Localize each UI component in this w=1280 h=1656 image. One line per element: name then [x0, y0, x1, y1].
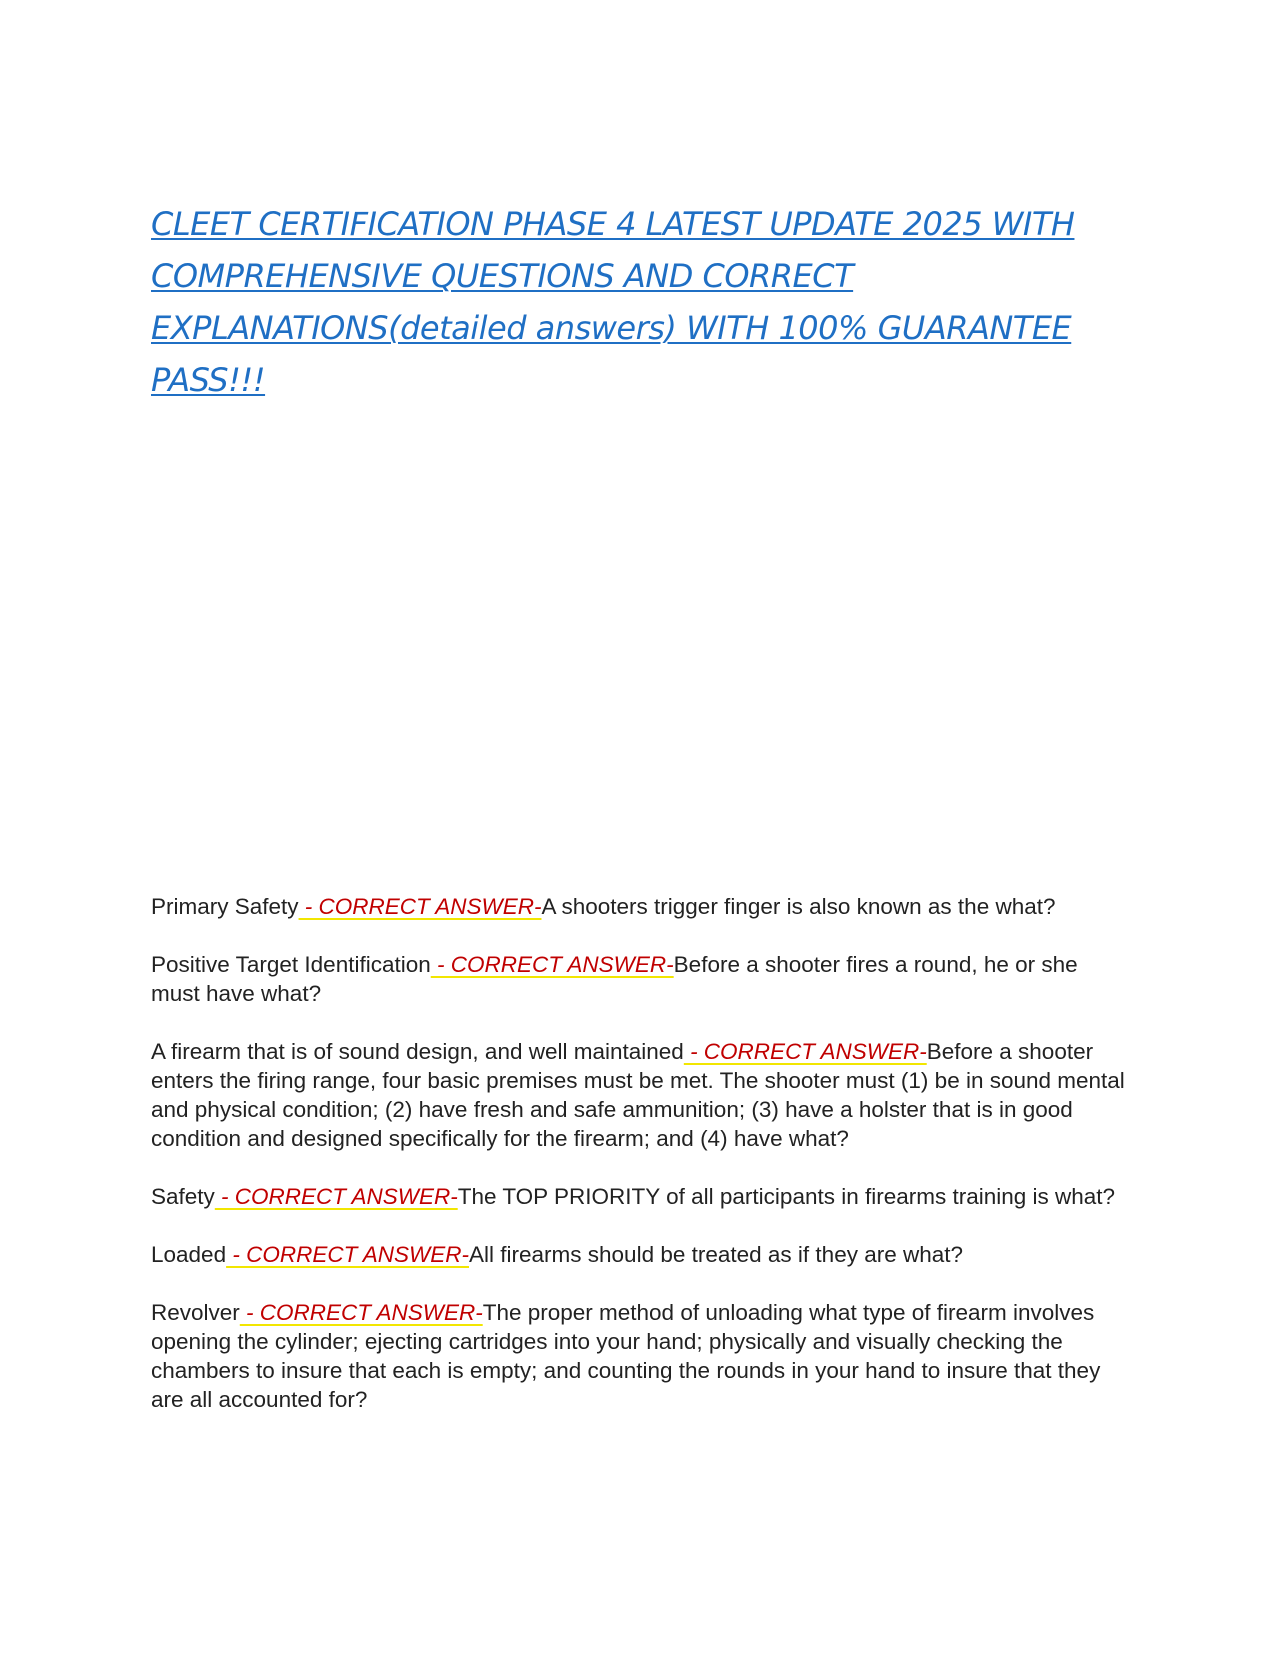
correct-answer-marker: - CORRECT ANSWER-: [214, 1184, 458, 1209]
correct-answer-marker: - CORRECT ANSWER-: [430, 952, 674, 977]
document-title-text: CLEET CERTIFICATION PHASE 4 LATEST UPDATE 2025 WITH COMPREHENSIVE QUESTIONS AND CORRECT EXPLANATIONS(detailed answers) WITH 100% GUARANTEE PASS!!!: [151, 205, 1075, 399]
qa-question: Before a shooter enters the firing range, four basic premises must be met. The shooter must (1) be in sound mental and physical condition; (2) have fresh and safe ammunition; (3) have a holster that is in good condition and designed specifically for the firearm; and (4) have what?: [151, 1039, 1125, 1151]
qa-question: A shooters trigger finger is also known as the what?: [541, 894, 1056, 919]
qa-answer: Safety: [151, 1184, 215, 1209]
qa-question: Before a shooter fires a round, he or she must have what?: [151, 952, 1078, 1006]
qa-answer: A firearm that is of sound design, and well maintained: [151, 1039, 684, 1064]
correct-answer-marker: - CORRECT ANSWER-: [226, 1242, 470, 1267]
qa-item: [151, 950, 1131, 1008]
qa-list: [151, 892, 1131, 1443]
qa-item: [151, 1298, 1131, 1414]
qa-question: The proper method of unloading what type of firearm involves opening the cylinder; ejecting cartridges into your hand; physically and visually checking the chambers to insure that each is empty; and counting the rounds in your hand to insure that they are all accounted for?: [151, 1300, 1101, 1412]
qa-answer: Positive Target Identification: [151, 952, 431, 977]
correct-answer-marker: - CORRECT ANSWER-: [683, 1039, 927, 1064]
correct-answer-marker: - CORRECT ANSWER-: [298, 894, 542, 919]
qa-item: [151, 1240, 1131, 1269]
document-title: [151, 198, 1131, 406]
qa-answer: Revolver: [151, 1300, 240, 1325]
qa-item: [151, 892, 1131, 921]
qa-item: [151, 1037, 1131, 1153]
qa-item: [151, 1182, 1131, 1211]
qa-answer: Loaded: [151, 1242, 227, 1267]
qa-answer: Primary Safety: [151, 894, 299, 919]
qa-question: All firearms should be treated as if they are what?: [469, 1242, 964, 1267]
qa-question: The TOP PRIORITY of all participants in firearms training is what?: [457, 1184, 1116, 1209]
correct-answer-marker: - CORRECT ANSWER-: [239, 1300, 483, 1325]
